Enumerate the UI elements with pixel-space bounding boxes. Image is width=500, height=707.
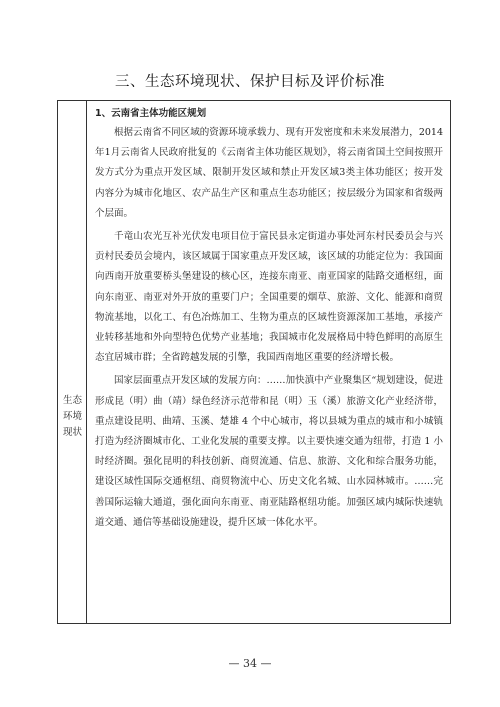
side-label — [58, 393, 87, 441]
body-paragraph: 国家层面重点开发区域的发展方向：……加快滇中产业聚集区“规划建设，促进形成昆（明）曲（靖）绿色经济示范带和昆（明）玉（溪）旅游文化产业经济带，重点建设昆明、曲靖、玉溪、楚雄 4 个中心城市，将以县城为重点的城市和小城镇打造为经济圈城市化、工业化发展的重要支撑。以主要快速交通为纽带，打造 1 小时经济圈。强化昆明的科技创新、商贸流通、信息、旅游、文化和综合服务功能，建设区域性国际交通枢纽、商贸物流中心、历史文化名城、山水园林城市。……完善国际运输大通道，强化面向东南亚、南亚陆路枢纽功能。加强区域内城际快速轨道交通、通信等基础设施建设，提升区域一体化水平。 — [95, 375, 443, 528]
content-cell — [95, 106, 443, 536]
body-paragraph: 千竜山农光互补光伏发电项目位于富民县永定街道办事处河东村民委员会与兴贡村民委员会境内，该区域属于国家重点开发区域，该区域的功能定位为：我国面向西南开放重要桥头堡建设的核心区，连接东南亚、南亚国家的陆路交通枢纽，面向东南亚、南亚对外开放的重要门户；全国重要的烟草、旅游、文化、能源和商贸物流基地，以化工、有色冶炼加工、生物为重点的区域性资源深加工基地，承接产业转移基地和外向型特色优势产业基地；我国城市化发展格局中特色鲜明的高原生态宜居城市群；全省跨越发展的引擎，我国西南地区重要的经济增长极。 — [95, 231, 443, 364]
page-title: 三、生态环境现状、保护目标及评价标准 — [115, 74, 385, 90]
content-table — [57, 100, 451, 624]
side-label-line: 生态 — [62, 395, 82, 406]
page-number: — 34 — — [228, 657, 272, 670]
side-label-line: 环境 — [62, 411, 82, 422]
section-heading: 1、云南省主体功能区规划 — [95, 108, 207, 119]
side-label-cell — [58, 101, 87, 623]
body-paragraph: 根据云南省不同区域的资源环境承载力、现有开发密度和未来发展潜力，2014年1月云南省人民政府批复的《云南省主体功能区规划》，将云南省国土空间按照开发方式分为重点开发区域、限制开发区域和禁止开发区域3类主体功能区；按开发内容分为城市化地区、农产品生产区和重点生态功能区；按层级分为国家和省级两个层面。 — [95, 127, 443, 219]
side-label-line: 现状 — [62, 427, 82, 438]
